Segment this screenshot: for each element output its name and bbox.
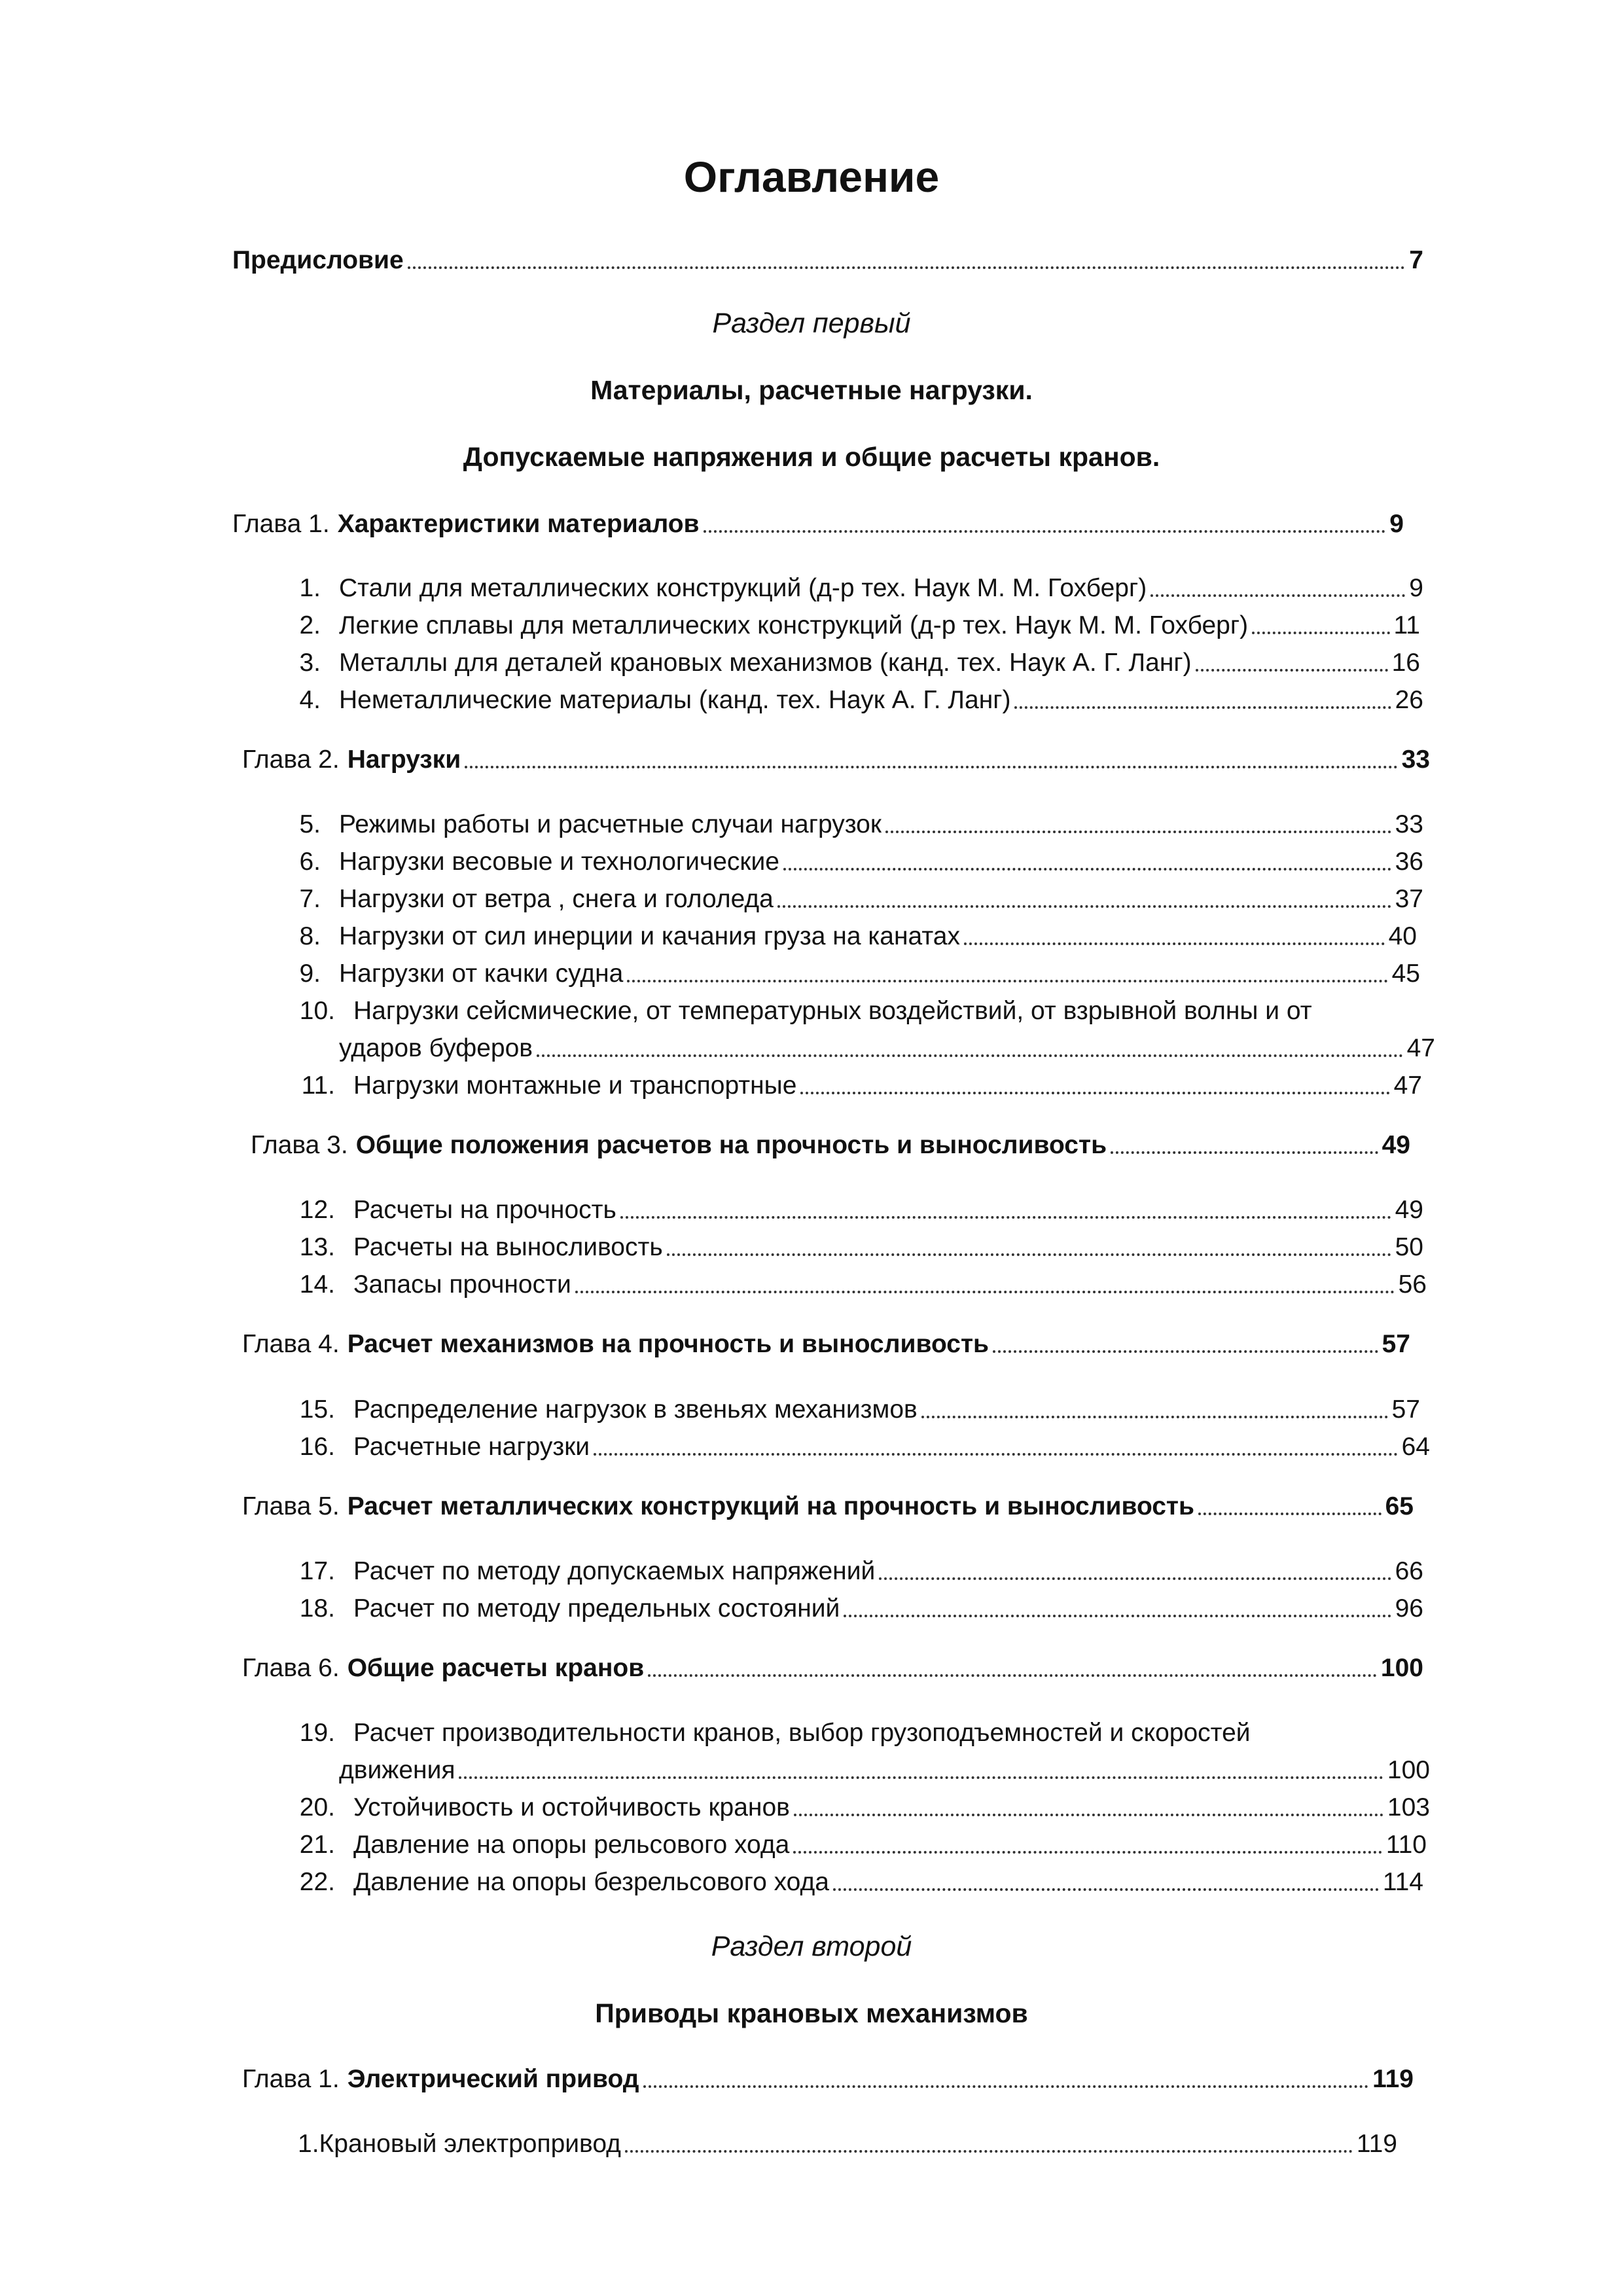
item-label: Расчет по методу предельных состояний — [353, 1594, 840, 1623]
item-number: 18. — [299, 1594, 335, 1623]
dot-leader — [1111, 1151, 1378, 1154]
item-number: 8. — [299, 922, 321, 950]
dot-leader — [667, 1253, 1391, 1256]
item-label: Расчеты на выносливость — [353, 1233, 663, 1261]
section-heading: Приводы крановых механизмов — [595, 1998, 1028, 2028]
toc-item[interactable] — [288, 1393, 1420, 1427]
toc-item[interactable] — [288, 1069, 1422, 1103]
item-page: 100 — [1387, 1756, 1430, 1784]
toc-item[interactable] — [288, 882, 1423, 916]
toc-item[interactable] — [298, 2127, 1397, 2161]
dot-leader — [459, 1776, 1383, 1779]
dot-leader — [408, 266, 1406, 269]
item-page: 47 — [1406, 1034, 1435, 1062]
chapter-page: 33 — [1401, 745, 1430, 774]
item-label: Распределение нагрузок в звеньях механизмов — [353, 1395, 918, 1424]
toc-item[interactable] — [288, 1430, 1430, 1464]
dot-leader — [1198, 1513, 1382, 1515]
dot-leader — [844, 1615, 1391, 1617]
toc-item[interactable] — [288, 994, 1427, 1028]
chapter-title: Характеристики материалов — [337, 510, 700, 538]
item-number: 13. — [299, 1233, 335, 1261]
item-label: Нагрузки монтажные и транспортные — [353, 1071, 797, 1100]
chapter-prefix: Глава 5. — [242, 1492, 340, 1520]
dot-leader — [1014, 706, 1391, 709]
toc-chapter[interactable] — [251, 1128, 1410, 1162]
dot-leader — [643, 2085, 1369, 2088]
item-label: Давление на опоры безрельсового хода — [353, 1868, 829, 1896]
dot-leader — [620, 1216, 1391, 1219]
item-page: 103 — [1387, 1793, 1430, 1821]
dot-leader — [833, 1888, 1379, 1891]
item-number: 1. — [299, 574, 321, 602]
dot-leader — [794, 1814, 1383, 1816]
item-page: 49 — [1395, 1196, 1423, 1224]
item-label: Нагрузки от качки судна — [339, 960, 624, 988]
dot-leader — [777, 905, 1391, 908]
dot-leader — [625, 2150, 1353, 2153]
chapter-title: Расчет металлических конструкций на прочность и выносливость — [347, 1492, 1195, 1520]
toc-entry-preface[interactable] — [232, 243, 1423, 278]
item-page: 56 — [1398, 1270, 1427, 1299]
dot-leader — [800, 1092, 1389, 1094]
dot-leader — [783, 868, 1391, 870]
item-number: 4. — [299, 686, 321, 714]
item-page: 114 — [1382, 1868, 1423, 1896]
dot-leader — [594, 1453, 1398, 1456]
dot-leader — [704, 530, 1386, 533]
item-page: 66 — [1395, 1557, 1423, 1585]
item-label: Неметаллические материалы (канд. тех. Наук А. Г. Ланг) — [339, 686, 1011, 714]
item-label: Режимы работы и расчетные случаи нагрузок — [339, 810, 882, 838]
chapter-page: 119 — [1372, 2065, 1414, 2093]
item-page: 57 — [1391, 1395, 1420, 1424]
item-number: 19. — [299, 1719, 335, 1747]
item-label: Нагрузки от ветра , снега и гололеда — [339, 885, 774, 913]
item-label: Давление на опоры рельсового хода — [353, 1831, 790, 1859]
toc-item[interactable] — [288, 1268, 1427, 1302]
chapter-prefix: Глава 1. — [242, 2065, 340, 2093]
dot-leader — [879, 1577, 1391, 1580]
toc-chapter[interactable] — [242, 1490, 1414, 1524]
item-page: 110 — [1385, 1831, 1427, 1859]
item-label: Расчетные нагрузки — [353, 1433, 590, 1461]
item-number: 3. — [299, 649, 321, 677]
item-page: 45 — [1391, 960, 1420, 988]
item-number: 2. — [299, 611, 321, 639]
toc-chapter[interactable] — [242, 2062, 1414, 2096]
item-label: Устойчивость и остойчивость кранов — [353, 1793, 790, 1821]
toc-item[interactable] — [288, 1554, 1423, 1588]
item-label: Нагрузки сейсмические, от температурных воздействий, от взрывной волны и от — [353, 997, 1312, 1025]
item-page: 33 — [1395, 810, 1423, 838]
toc-item[interactable] — [288, 920, 1417, 954]
dot-leader — [648, 1674, 1377, 1677]
item-number: 16. — [299, 1433, 335, 1461]
chapter-page: 57 — [1382, 1330, 1410, 1358]
chapter-prefix: Глава 3. — [251, 1131, 348, 1159]
item-label: Расчеты на прочность — [353, 1196, 616, 1224]
dot-leader — [1150, 594, 1405, 597]
item-page: 96 — [1395, 1594, 1423, 1623]
item-number: 5. — [299, 810, 321, 838]
page-title: Оглавление — [683, 152, 940, 201]
item-page: 119 — [1356, 2130, 1397, 2158]
item-label-continuation: ударов буферов — [339, 1034, 533, 1062]
item-label: Крановый электропривод — [319, 2130, 621, 2158]
item-page: 9 — [1409, 574, 1423, 602]
item-number: 21. — [299, 1831, 335, 1859]
dot-leader — [575, 1291, 1395, 1293]
item-number: 15. — [299, 1395, 335, 1424]
item-page: 11 — [1393, 611, 1420, 639]
toc-chapter[interactable] — [242, 743, 1430, 777]
item-label: Металлы для деталей крановых механизмов (канд. тех. Наук А. Г. Ланг) — [339, 649, 1192, 677]
item-label: Нагрузки весовые и технологические — [339, 848, 779, 876]
dot-leader — [1196, 669, 1388, 672]
toc-item[interactable] — [288, 1716, 1430, 1750]
dot-leader — [627, 980, 1387, 982]
chapter-prefix: Глава 1. — [232, 510, 330, 538]
dot-leader — [537, 1054, 1403, 1057]
item-page: 36 — [1395, 848, 1423, 876]
chapter-page: 49 — [1382, 1131, 1410, 1159]
toc-item[interactable] — [288, 1592, 1423, 1626]
entry-label: Предисловие — [232, 246, 404, 274]
item-number: 11. — [301, 1071, 335, 1100]
section-heading: Материалы, расчетные нагрузки. — [590, 375, 1033, 405]
item-number: 14. — [299, 1270, 335, 1299]
toc-chapter[interactable] — [242, 1651, 1423, 1685]
chapter-page: 100 — [1380, 1654, 1423, 1682]
item-number: 20. — [299, 1793, 335, 1821]
dot-leader — [465, 766, 1397, 768]
toc-item-continuation[interactable] — [339, 1031, 1435, 1066]
item-number: 22. — [299, 1868, 335, 1896]
toc-item-continuation[interactable] — [339, 1753, 1430, 1787]
dot-leader — [1252, 632, 1389, 634]
item-number: 6. — [299, 848, 321, 876]
chapter-prefix: Глава 2. — [242, 745, 340, 774]
item-number: 12. — [299, 1196, 335, 1224]
item-number: 17. — [299, 1557, 335, 1585]
chapter-title: Нагрузки — [347, 745, 461, 774]
chapter-prefix: Глава 6. — [242, 1654, 340, 1682]
item-label: Нагрузки от сил инерции и качания груза на канатах — [339, 922, 960, 950]
toc-item[interactable] — [288, 1865, 1423, 1899]
item-label: Запасы прочности — [353, 1270, 571, 1299]
toc-item[interactable] — [288, 808, 1423, 842]
toc-item[interactable] — [288, 571, 1423, 605]
item-label: Стали для металлических конструкций (д-р тех. Наук М. М. Гохберг) — [339, 574, 1147, 602]
dot-leader — [921, 1416, 1388, 1418]
toc-chapter[interactable] — [242, 1327, 1410, 1361]
item-page: 50 — [1395, 1233, 1423, 1261]
item-number: 1. — [298, 2130, 319, 2158]
toc-item[interactable] — [288, 1230, 1423, 1265]
toc-chapter[interactable] — [232, 507, 1404, 541]
item-label: Расчет по методу допускаемых напряжений — [353, 1557, 876, 1585]
toc-item[interactable] — [288, 1828, 1427, 1862]
chapter-title: Расчет механизмов на прочность и выносливость — [347, 1330, 990, 1358]
dot-leader — [964, 942, 1385, 945]
chapter-page: 9 — [1389, 510, 1404, 538]
item-label-continuation: движения — [339, 1756, 455, 1784]
section-heading: Допускаемые напряжения и общие расчеты кранов. — [463, 442, 1160, 472]
dot-leader — [793, 1851, 1382, 1854]
toc-item[interactable] — [288, 957, 1420, 991]
toc-item[interactable] — [288, 845, 1423, 879]
item-number: 10. — [299, 997, 335, 1025]
toc-item[interactable] — [288, 1193, 1423, 1227]
item-page: 64 — [1401, 1433, 1430, 1461]
item-number: 9. — [299, 960, 321, 988]
chapter-prefix: Глава 4. — [242, 1330, 340, 1358]
chapter-title: Общие положения расчетов на прочность и выносливость — [355, 1131, 1107, 1159]
item-page: 26 — [1395, 686, 1423, 714]
toc-item[interactable] — [288, 646, 1420, 680]
item-page: 47 — [1393, 1071, 1422, 1100]
item-label: Расчет производительности кранов, выбор грузоподъемностей и скоростей — [353, 1719, 1251, 1747]
chapter-title: Общие расчеты кранов — [347, 1654, 645, 1682]
section-label: Раздел второй — [711, 1931, 912, 1962]
toc-item[interactable] — [288, 683, 1423, 717]
item-label: Легкие сплавы для металлических конструкций (д-р тех. Наук М. М. Гохберг) — [339, 611, 1249, 639]
item-page: 37 — [1395, 885, 1423, 913]
dot-leader — [993, 1350, 1378, 1353]
item-page: 40 — [1388, 922, 1417, 950]
chapter-page: 65 — [1385, 1492, 1414, 1520]
item-number: 7. — [299, 885, 321, 913]
toc-item[interactable] — [288, 1791, 1430, 1825]
toc-item[interactable] — [288, 609, 1420, 643]
chapter-title: Электрический привод — [347, 2065, 639, 2093]
section-label: Раздел первый — [712, 308, 911, 339]
entry-page: 7 — [1409, 246, 1423, 274]
dot-leader — [885, 831, 1391, 833]
item-page: 16 — [1391, 649, 1420, 677]
